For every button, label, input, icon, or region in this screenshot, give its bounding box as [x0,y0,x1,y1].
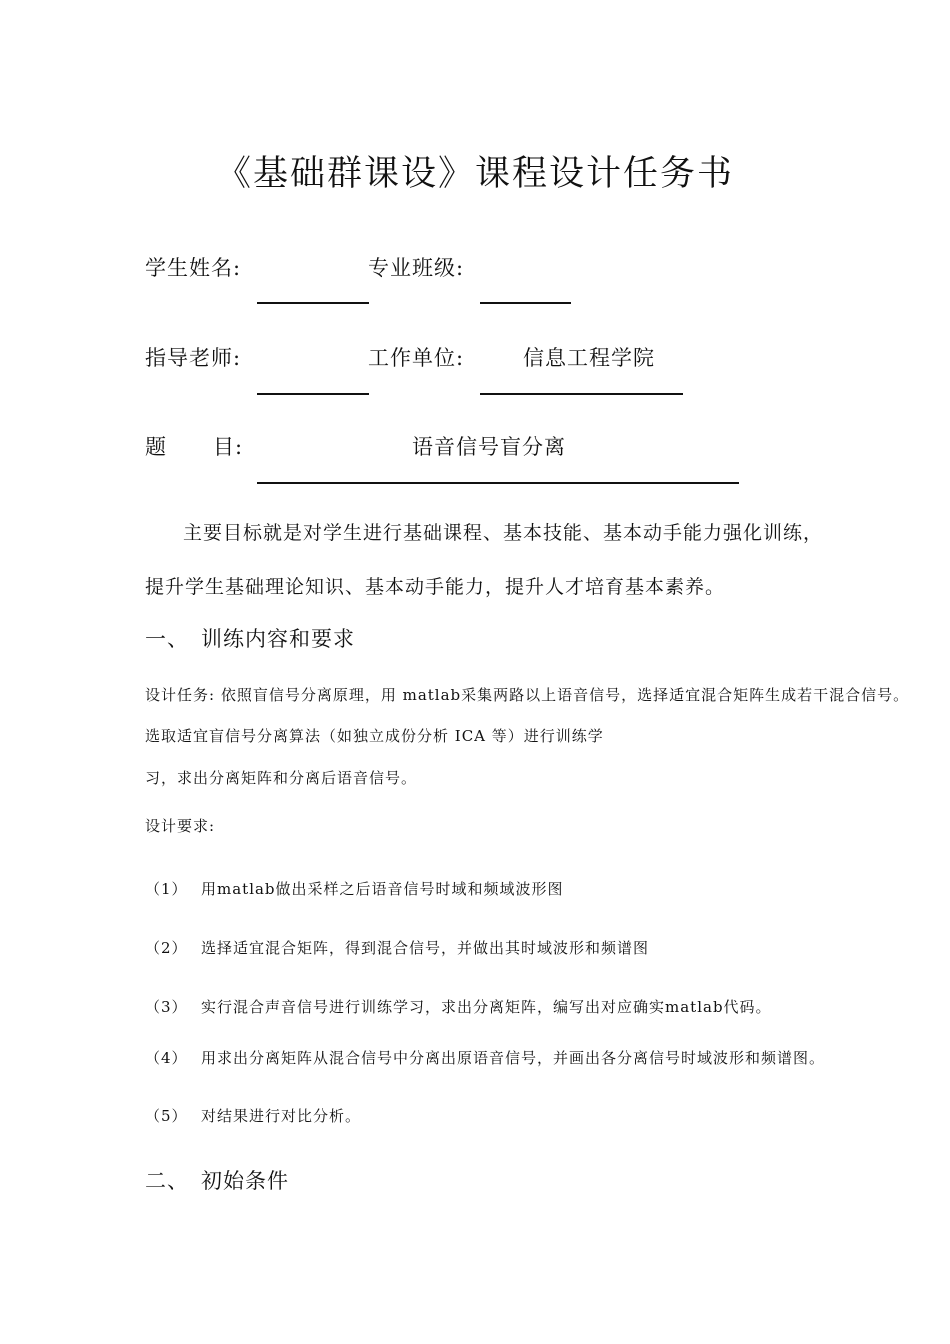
intro-line-1: 主要目标就是对学生进行基础课程、基本技能、基本动手能力强化训练， [183,522,824,544]
advisor-label: 指导老师: [145,346,242,370]
section2-number: 二、 [145,1169,189,1193]
document-title: 《基础群课设》课程设计任务书 [215,154,734,194]
intro-line-2: 提升学生基础理论知识、基本动手能力，提升人才培育基本素养。 [145,576,726,598]
task-line-1: 设计任务: 依照盲信号分离原理，用 matlab采集两路以上语音信号，选择适宜混合矩阵生成若干混合信号。 [145,686,910,704]
requirement-3-text: 实行混合声音信号进行训练学习，求出分离矩阵，编写出对应确实matlab代码。 [201,998,772,1016]
requirement-5-number: （5） [145,1107,188,1125]
major-class-label: 专业班级: [368,256,465,280]
student-name-label: 学生姓名: [145,256,242,280]
requirement-3-number: （3） [145,998,188,1016]
topic-label-part1: 题 [145,435,167,459]
major-class-underline [480,302,571,304]
task-line-2: 选取适宜盲信号分离算法（如独立成份分析 ICA 等）进行训练学 [145,727,604,745]
advisor-underline [257,393,369,395]
work-unit-underline [480,393,683,395]
task-line-3: 习，求出分离矩阵和分离后语音信号。 [145,769,418,787]
requirement-5-text: 对结果进行对比分析。 [201,1107,362,1125]
requirement-2-text: 选择适宜混合矩阵，得到混合信号，并做出其时域波形和频谱图 [201,939,650,957]
section1-heading: 训练内容和要求 [201,627,355,651]
topic-value: 语音信号盲分离 [412,435,566,459]
requirements-label: 设计要求: [145,817,216,835]
section2-heading: 初始条件 [201,1169,289,1193]
requirement-1-number: （1） [145,880,188,898]
requirement-4-text: 用求出分离矩阵从混合信号中分离出原语音信号，并画出各分离信号时域波形和频谱图。 [201,1049,826,1067]
requirement-1-text: 用matlab做出采样之后语音信号时域和频域波形图 [201,880,564,898]
work-unit-label: 工作单位: [368,346,465,370]
section1-number: 一、 [145,627,189,651]
topic-label-part2: 目: [213,435,244,459]
topic-underline [257,482,739,484]
requirement-4-number: （4） [145,1049,188,1067]
student-name-underline [257,302,369,304]
work-unit-value: 信息工程学院 [523,346,655,370]
requirement-2-number: （2） [145,939,188,957]
